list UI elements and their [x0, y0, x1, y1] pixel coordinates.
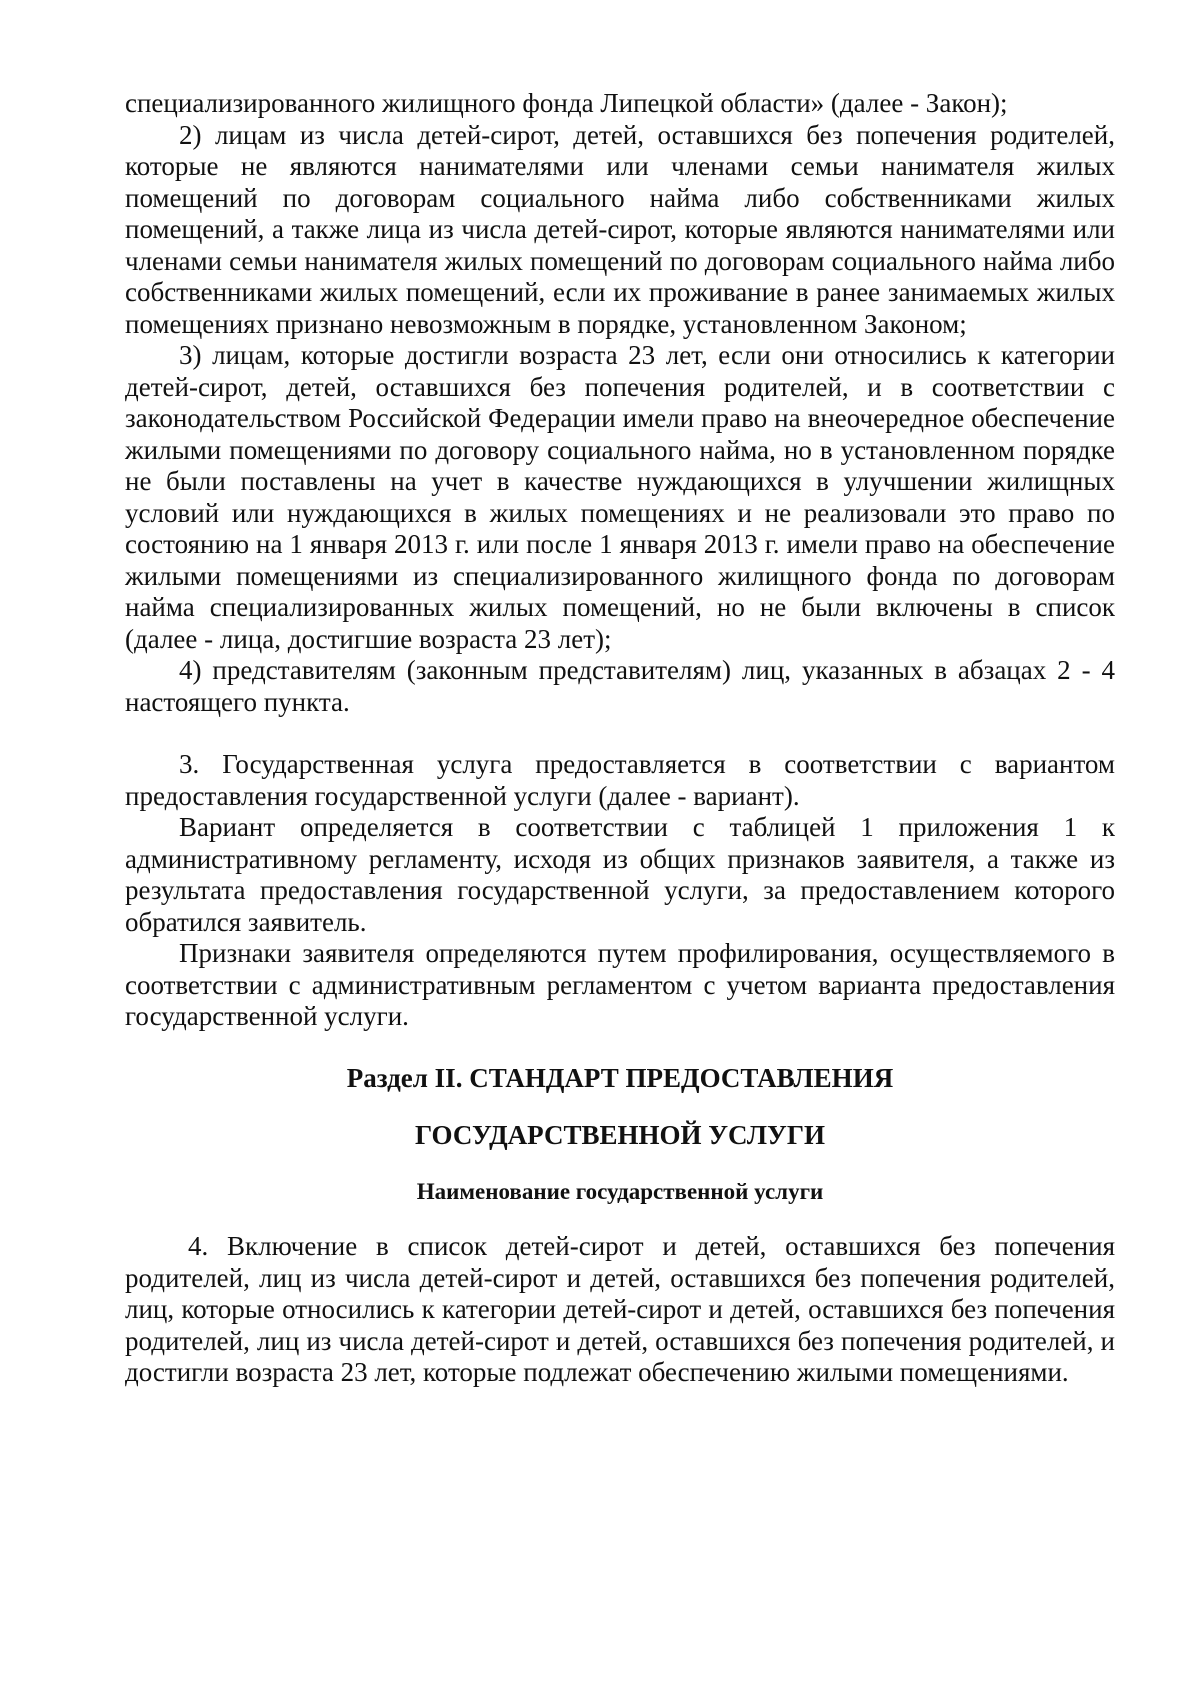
- paragraph-clause-3: 3. Государственная услуга предоставляется в соответствии с вариантом предоставления государственной услуги (далее - вариант).: [125, 749, 1115, 811]
- paragraph-variant: Вариант определяется в соответствии с таблицей 1 приложения 1 к административному регламенту, исходя из общих признаков заявителя, а также из результата предоставления государственной услуги, за предоставлением которого обратился заявитель.: [125, 812, 1115, 937]
- paragraph-clause-4: 4. Включение в список детей-сирот и детей, оставшихся без попечения родителей, лиц из числа детей-сирот и детей, оставшихся без попечения родителей, лиц, которые относились к категории детей-сирот и детей, оставшихся без попечения родителей, лиц из числа детей-сирот и детей, оставшихся без попечения родителей, и достигли возраста 23 лет, которые подлежат обеспечению жилыми помещениями.: [125, 1231, 1115, 1387]
- paragraph-item-2: 2) лицам из числа детей-сирот, детей, оставшихся без попечения родителей, которые не являются нанимателями или членами семьи нанимателя жилых помещений по договорам социального найма либо собственниками жилых помещений, а также лица из числа детей-сирот, которые являются нанимателями или членами семьи нанимателя жилых помещений по договорам социального найма либо собственниками жилых помещений, если их проживание в ранее занимаемых жилых помещениях признано невозможным в порядке, установленном Законом;: [125, 119, 1115, 339]
- paragraph-item-4: 4) представителям (законным представителям) лиц, указанных в абзацах 2 - 4 настоящего пункта.: [125, 655, 1115, 717]
- section-heading-line-2: ГОСУДАРСТВЕННОЙ УСЛУГИ: [415, 1120, 825, 1150]
- spacer: [125, 718, 1115, 749]
- subheading: Наименование государственной услуги: [416, 1178, 824, 1204]
- paragraph-continuation: специализированного жилищного фонда Липецкой области» (далее - Закон);: [125, 88, 1008, 118]
- section-heading-line-1: Раздел II. СТАНДАРТ ПРЕДОСТАВЛЕНИЯ: [346, 1062, 894, 1093]
- paragraph-applicant-signs: Признаки заявителя определяются путем профилирования, осуществляемого в соответствии с административным регламентом с учетом варианта предоставления государственной услуги.: [125, 938, 1115, 1031]
- paragraph-item-3: 3) лицам, которые достигли возраста 23 лет, если они относились к категории детей-сирот, детей, оставшихся без попечения родителей, и в соответствии с законодательством Российской Федерации имели право на внеочередное обеспечение жилыми помещениями по договору социального найма, но в установленном порядке не были поставлены на учет в качестве нуждающихся в улучшении жилищных условий или нуждающихся в жилых помещениях и не реализовали это право по состоянию на 1 января 2013 г. или после 1 января 2013 г. имели право на обеспечение жилыми помещениями из специализированного жилищного фонда по договорам найма специализированных жилых помещений, но не были включены в список (далее - лица, достигшие возраста 23 лет);: [125, 340, 1115, 654]
- document-body: [125, 88, 1115, 1389]
